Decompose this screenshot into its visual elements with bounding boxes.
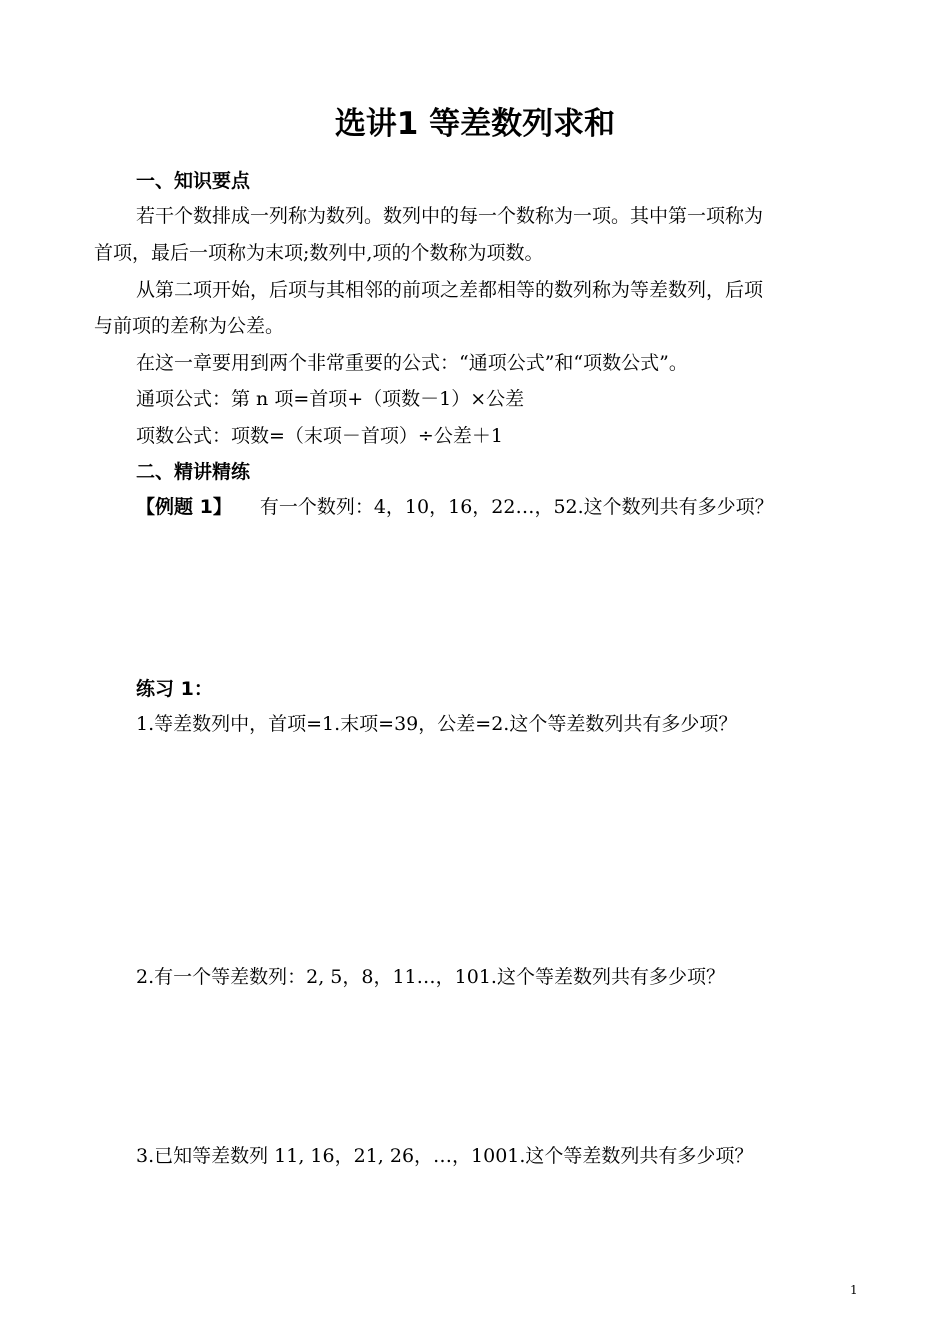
page-title: 选讲1 等差数列求和 (334, 106, 616, 142)
example-1 (136, 495, 774, 519)
practice-question-1: 1.等差数列中，首项=1.末项=39，公差=2.这个等差数列共有多少项？ (136, 713, 738, 735)
paragraph-definition-line-2: 首项，最后一项称为末项;数列中,项的个数称为项数。 (94, 242, 544, 264)
practice-1-heading: 练习 1： (136, 678, 213, 700)
example-1-label: 【例题 1】 (136, 496, 232, 518)
practice-question-3: 3.已知等差数列 11, 16，21, 26，…，1001.这个等差数列共有多少项？ (136, 1145, 754, 1167)
practice-question-2: 2.有一个等差数列：2, 5，8，11…，101.这个等差数列共有多少项？ (136, 966, 725, 988)
formula-general-term: 通项公式：第 n 项=首项+（项数－1）×公差 (136, 388, 525, 410)
paragraph-definition-line-1: 若干个数排成一列称为数列。数列中的每一个数称为一项。其中第一项称为 (136, 205, 764, 227)
page-number: 1 (850, 1283, 858, 1297)
example-1-question: 有一个数列：4，10，16，22…，52.这个数列共有多少项？ (259, 496, 774, 518)
section-heading-practice: 二、精讲精练 (136, 461, 251, 483)
paragraph-arithmetic-sequence-line-1: 从第二项开始，后项与其相邻的前项之差都相等的数列称为等差数列，后项 (136, 279, 764, 301)
paragraph-formulas-intro: 在这一章要用到两个非常重要的公式：“通项公式”和“项数公式”。 (136, 352, 688, 374)
section-heading-knowledge-points: 一、知识要点 (136, 170, 251, 192)
paragraph-arithmetic-sequence-line-2: 与前项的差称为公差。 (94, 315, 285, 337)
formula-number-of-terms: 项数公式：项数=（末项－首项）÷公差＋1 (136, 425, 503, 447)
